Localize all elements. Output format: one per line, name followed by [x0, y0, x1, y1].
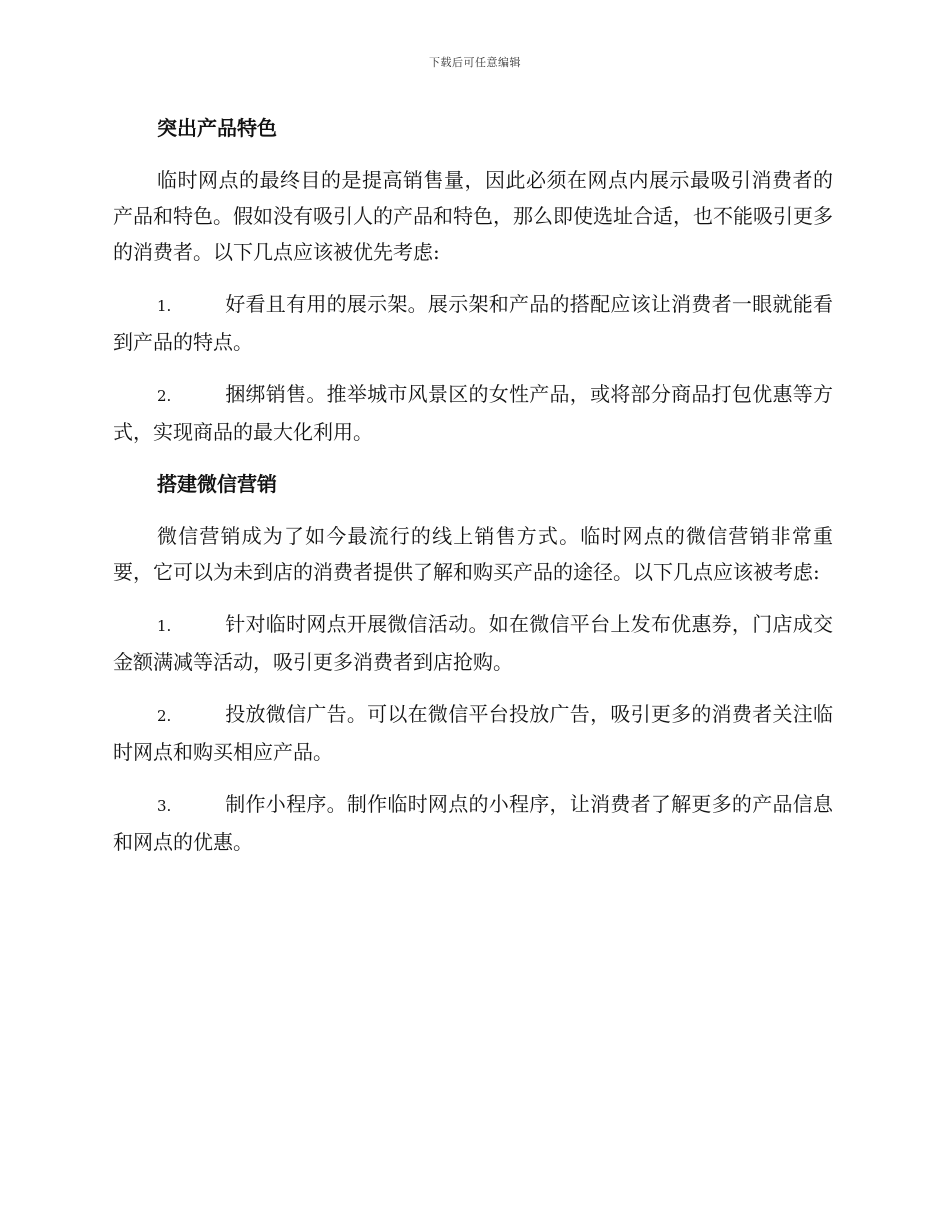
list-item-number: 2.: [157, 387, 172, 405]
section-wechat-marketing: [113, 466, 833, 860]
list-item-text: 捆绑销售。推举城市风景区的女性产品，或将部分商品打包优惠等方式，实现商品的最大化利用。: [113, 382, 833, 444]
list-item-text: 好看且有用的展示架。展示架和产品的搭配应该让消费者一眼就能看到产品的特点。: [113, 292, 833, 354]
page-header-note: 下载后可任意编辑: [429, 56, 521, 69]
list-item: [113, 286, 833, 360]
list-item-number: 1.: [157, 617, 172, 635]
section-intro-paragraph: 微信营销成为了如今最流行的线上销售方式。临时网点的微信营销非常重要，它可以为未到店的消费者提供了解和购买产品的途径。以下几点应该被考虑:: [113, 524, 833, 584]
document-body: [113, 110, 833, 876]
section-product-features: [113, 110, 833, 450]
list-item-number: 2.: [157, 707, 172, 725]
list-item-text: 制作小程序。制作临时网点的小程序，让消费者了解更多的产品信息和网点的优惠。: [113, 792, 833, 854]
list-item-text: 针对临时网点开展微信活动。如在微信平台上发布优惠券，门店成交金额满减等活动，吸引更多消费者到店抢购。: [113, 612, 833, 674]
list-item: [113, 786, 833, 860]
list-item-number: 1.: [157, 297, 172, 315]
list-item: [113, 696, 833, 770]
list-item: [113, 606, 833, 680]
list-item-number: 3.: [157, 797, 172, 815]
section-heading: 突出产品特色: [157, 116, 277, 140]
section-intro-paragraph: 临时网点的最终目的是提高销售量，因此必须在网点内展示最吸引消费者的产品和特色。假如没有吸引人的产品和特色，那么即使选址合适，也不能吸引更多的消费者。以下几点应该被优先考虑:: [113, 168, 833, 264]
list-item-text: 投放微信广告。可以在微信平台投放广告，吸引更多的消费者关注临时网点和购买相应产品。: [113, 702, 833, 764]
list-item: [113, 376, 833, 450]
section-heading: 搭建微信营销: [157, 472, 277, 496]
